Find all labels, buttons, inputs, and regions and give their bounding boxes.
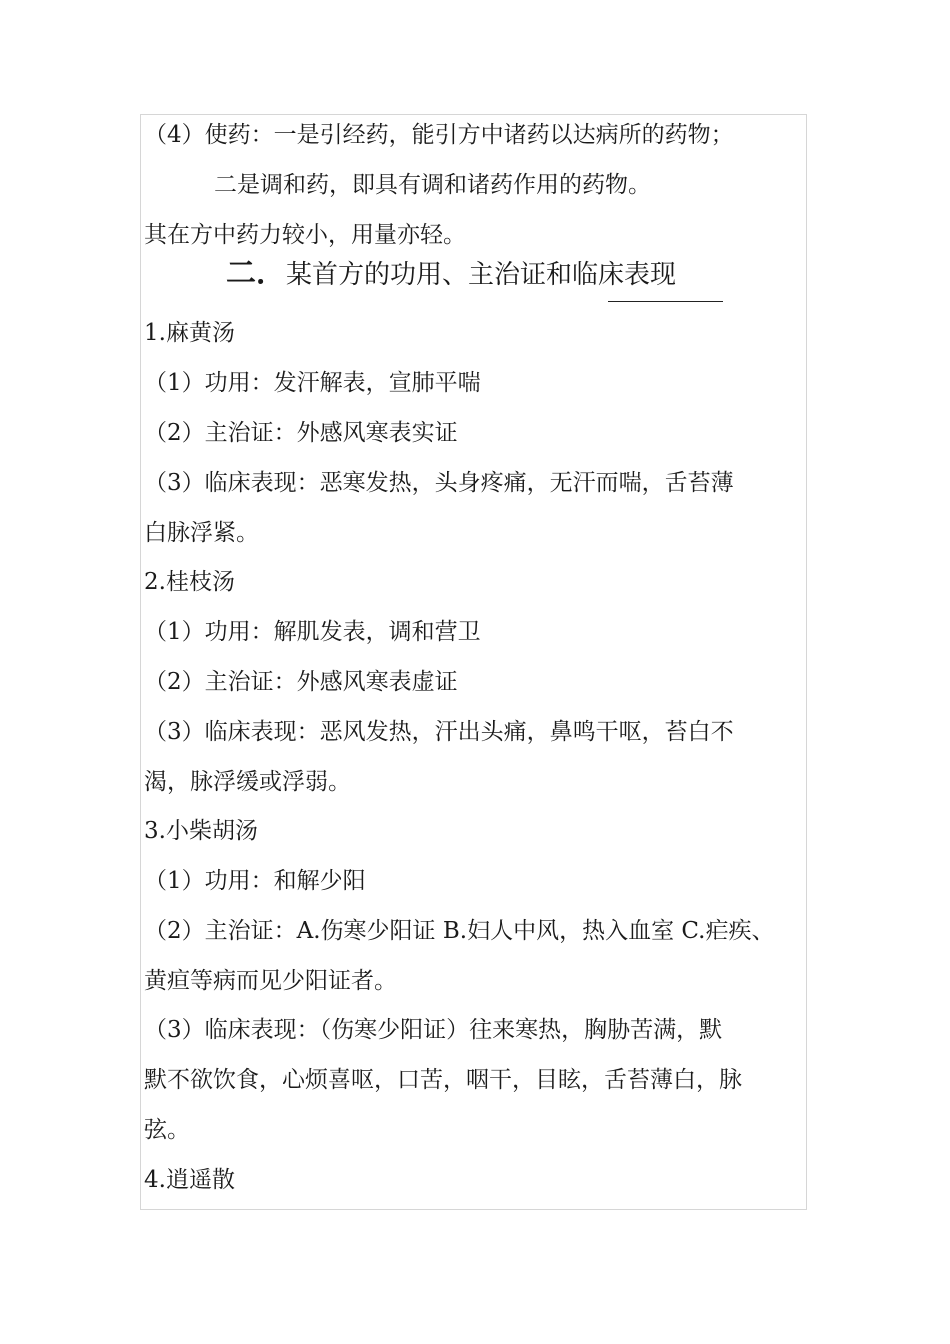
text-line: 默不欲饮食，心烦喜呕，口苦，咽干，目眩，舌苔薄白，脉 [144,1067,742,1093]
text-line: （2）主治证：外感风寒表实证 [144,420,458,446]
section-title: 某首方的功用、主治证和临床表现 [286,260,677,290]
text-line: 黄疸等病而见少阳证者。 [144,968,397,994]
text-line: （2）主治证：A.伤寒少阳证 B.妇人中风，热入血室 C.疟疾、 [144,918,775,944]
text-line: （3）临床表现：恶寒发热，头身疼痛，无汗而喘，舌苔薄 [144,470,734,496]
text-line: （4）使药：一是引经药，能引方中诸药以达病所的药物； [144,122,734,148]
text-line: （3）临床表现：（伤寒少阳证）往来寒热，胸胁苦满，默 [144,1017,723,1043]
section-heading [226,256,676,293]
item-title: 1.麻黄汤 [144,320,235,346]
heading-underline [608,301,723,302]
text-line: 其在方中药力较小，用量亦轻。 [144,222,466,248]
text-line: （2）主治证：外感风寒表虚证 [144,669,458,695]
text-line: （1）功用：和解少阳 [144,868,366,894]
item-title: 2.桂枝汤 [144,569,235,595]
text-line: 二是调和药，即具有调和诸药作用的药物。 [214,172,651,198]
text-line: 白脉浮紧。 [144,520,259,546]
item-title: 4.逍遥散 [144,1167,235,1193]
section-number: 二． [226,256,286,291]
text-line: （1）功用：发汗解表，宣肺平喘 [144,370,481,396]
text-line: 弦。 [144,1117,190,1143]
text-line: 渴，脉浮缓或浮弱。 [144,769,351,795]
text-line: （1）功用：解肌发表，调和营卫 [144,619,481,645]
text-line: （3）临床表现：恶风发热，汗出头痛，鼻鸣干呕，苔白不 [144,719,734,745]
item-title: 3.小柴胡汤 [144,818,258,844]
